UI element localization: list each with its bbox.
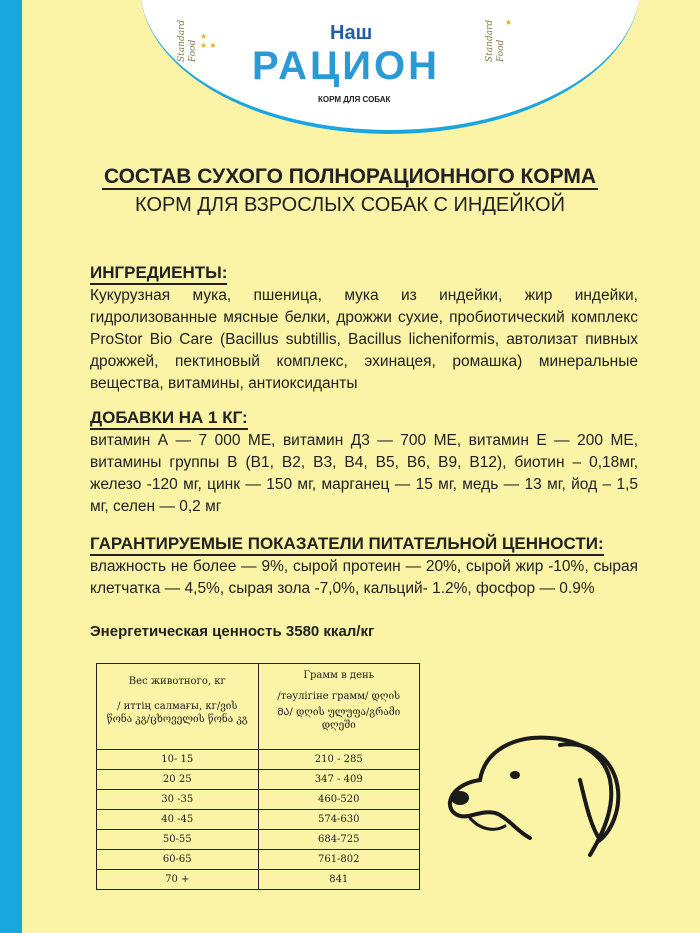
dog-nose-icon <box>451 791 469 805</box>
table-row: 60-65 761-802 <box>97 850 420 870</box>
dog-eye-icon <box>510 771 520 779</box>
additives-heading: ДОБАВКИ НА 1 КГ: <box>90 408 248 430</box>
table-row: 30 -35 460-520 <box>97 790 420 810</box>
standard-food-badge-left: Standard Food <box>177 19 198 62</box>
page-title: СОСТАВ СУХОГО ПОЛНОРАЦИОННОГО КОРМА <box>103 165 597 188</box>
nutrition-text: влажность не более — 9%, сырой протеин — 20%, сырой жир -10%, сырая клетчатка — 4,5%, сырая зола -7,0%, кальций- 1.2%, фосфор — 0.9% <box>90 558 638 597</box>
side-stripe <box>0 0 22 933</box>
standard-food-badge-right: Standard Food <box>485 19 506 62</box>
table-row: 10- 15 210 - 285 <box>97 750 420 770</box>
page-subtitle: КОРМ ДЛЯ ВЗРОСЛЫХ СОБАК С ИНДЕЙКОЙ <box>135 194 565 216</box>
dog-illustration <box>440 720 640 870</box>
ingredients-text: Кукурузная мука, пшеница, мука из индейки, жир индейки, гидролизованные мясные белки, дрожжи сухие, пробиотический комплекс ProStor Bio Care (Bacillus subtillis, Bacillus licheniformis, автолизат пивных дрожжей, пектиновый комплекс, эхинацея, ромашка) минеральные вещества, витамины, антиоксиданты <box>90 287 638 392</box>
table-row: 70 + 841 <box>97 870 420 890</box>
feeding-table <box>96 663 420 890</box>
table-row: 40 -45 574-630 <box>97 810 420 830</box>
energy-value: Энергетическая ценность 3580 ккал/кг <box>90 623 375 640</box>
table-row: 50-55 684-725 <box>97 830 420 850</box>
logo-line1: Наш <box>330 22 373 44</box>
table-row: 20 25 347 - 409 <box>97 770 420 790</box>
logo-tagline: КОРМ ДЛЯ СОБАК <box>318 95 391 104</box>
star-icon: ★ <box>505 18 513 27</box>
feeding-table-col2-header: Грамм в день /тәулігіне грамм/ დღის ᲛᲐ/ დღის ულუფა/გრამი დღეში <box>258 664 420 750</box>
nutrition-heading: ГАРАНТИРУЕМЫЕ ПОКАЗАТЕЛИ ПИТАТЕЛЬНОЙ ЦЕННОСТИ: <box>90 534 604 556</box>
logo-line2: РАЦИОН <box>252 44 441 88</box>
star-icon: ★ ★ ★ <box>200 32 217 50</box>
brand-logo <box>0 0 700 130</box>
ingredients-heading: ИНГРЕДИЕНТЫ: <box>90 263 227 285</box>
feeding-table-col1-header: Вес животного, кг / иттің салмағы, кг/ვის წონა კგ/ცხოველის წონა კგ <box>97 664 259 750</box>
additives-text: витамин А — 7 000 МЕ, витамин Д3 — 700 МЕ, витамин Е — 200 МЕ, витамины группы В (В1, В2, В3, В4, В5, В6, В9, В12), биотин – 0,18мг, железо -120 мг, цинк — 150 мг, марганец — 15 мг, медь — 13 мг, йод – 1,5 мг, селен — 0,2 мг <box>90 432 638 515</box>
